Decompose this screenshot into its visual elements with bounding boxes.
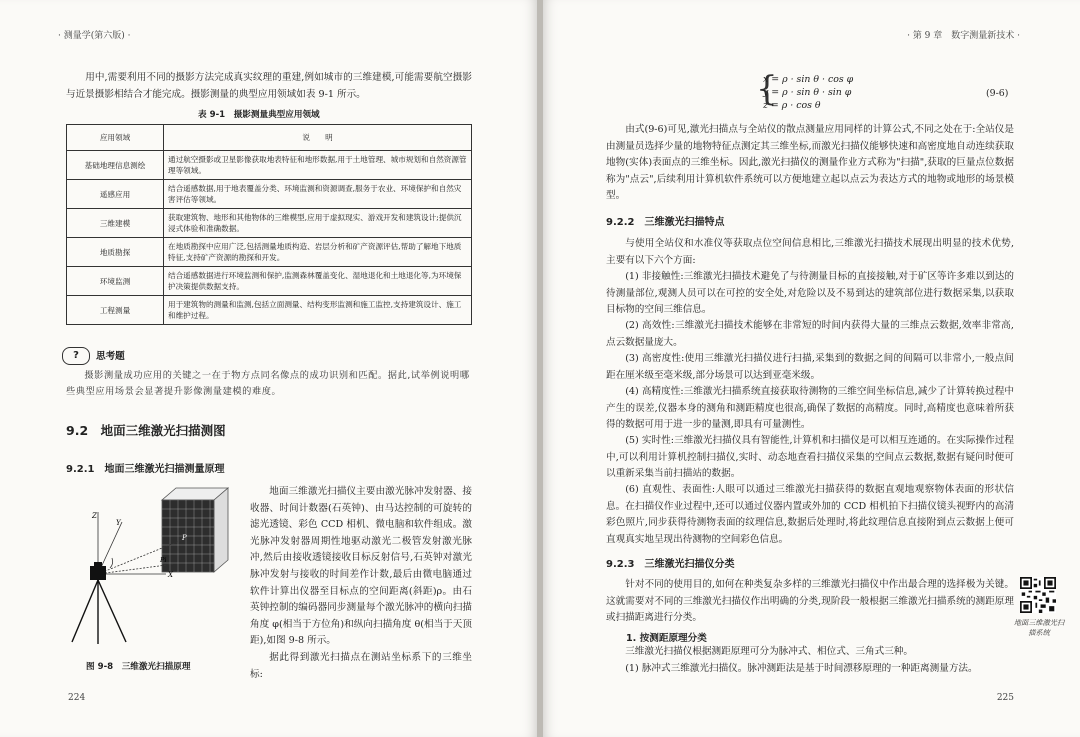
table-row [67,151,472,180]
principle-paragraph: 地面三维激光扫描仪主要由激光脉冲发射器、接收器、时间计数器(石英钟)、由马达控制的可旋转的滤光透镜、彩色 CCD 相机、微电脑和软件组成。激光脉冲发射器周期性地驱动激光二极管发射激光脉冲,然后由接收透镜接收目标反射信号,石英钟对激光脉冲发射与接收的时间差作计数,最后由微电脑通过软件计算出仪器至目标点的空间距离(斜距)ρ。由石英钟控制的编码器同步测量每个激光脉冲的横向扫描角度 φ(相当于方位角)和纵向扫描角度 θ(相当于天顶距),如图 9-8 所示。 [250,486,472,647]
target-box [162,488,228,572]
table-header-desc: 说 明 [164,125,472,151]
equation-brace: { [756,69,778,109]
axis-label-y: Y [116,519,121,527]
table-row [67,209,472,238]
running-header-right: · 第 9 章 数字测量新技术 · [907,31,1020,41]
feature-item-4: (4) 高精度性:三维激光扫描系统直接获取待测物的三维空间坐标信息,减少了计算转换过程中产生的误差,仪器本身的测角和测距精度也很高,确保了数据的高精度。同时,高精度也意味着所获得的数据可用于进一步的量测,即具有可量测性。 [606,386,1014,431]
equation-line-z: z = ρ · cos θ [763,99,821,111]
subsection-title: 9.2.1 地面三维激光扫描测量原理 [66,464,225,475]
figure-caption: 图 9-8 三维激光扫描原理 [86,662,191,672]
table-row [67,267,472,296]
laser-scan-figure [64,482,250,658]
point-label-p: P [182,534,187,542]
table-cell-field: 环境监测 [67,267,164,296]
ranging-principle-heading: 1. 按测距原理分类 [626,633,707,644]
coordinate-lead-paragraph: 据此得到激光扫描点在测站坐标系下的三维坐标: [250,652,472,680]
table-cell-desc: 获取建筑物、地形和其他物体的三维模型,应用于虚拟现实、游戏开发和建筑设计;提供沉浸式体验和准确数据。 [164,209,472,238]
table-cell-desc: 在地质勘探中应用广泛,包括测量地质构造、岩层分析和矿产资源评估,帮助了解地下地质特征,支持矿产资源的勘探和开发。 [164,238,472,267]
table-row [67,296,472,325]
table-row [67,238,472,267]
section-title: 9.2 地面三维激光扫描测图 [66,423,226,438]
think-heading [62,347,125,365]
ranging-principle-paragraph: 三维激光扫描仪根据测距原理可分为脉冲式、相位式、三角式三种。 [625,646,913,657]
application-table [66,124,472,325]
page-number-right: 225 [996,693,1014,703]
running-header-left: · 测量学(第六版) · [58,31,131,41]
equation-line-x: x = ρ · sin θ · cos φ [763,74,854,85]
table-row [67,180,472,209]
equation-number: (9-6) [986,88,1009,99]
feature-item-1: (1) 非接触性:三维激光扫描技术避免了与待测量目标的直接接触,对于矿区等许多难以到达的待测量部位,观测人员可以在可控的安全处,对危险以及不易到达的建筑部位进行数据采集,以获取目标物的空间三维信息。 [606,271,1014,316]
axis-label-x: X [168,571,173,579]
question-bubble-icon: ? [62,347,90,365]
table-cell-field: 遥感应用 [67,180,164,209]
table-header-field: 应用领域 [67,125,164,151]
point-label-pi: Pi [160,556,167,564]
table-caption: 表 9-1 摄影测量典型应用领域 [198,110,320,120]
table-cell-field: 地质勘探 [67,238,164,267]
qr-code[interactable] [1020,577,1056,613]
table-cell-desc: 通过航空摄影或卫星影像获取地表特征和地形数据,用于土地管理、城市规划和自然资源管理等领域。 [164,151,472,180]
feature-item-5: (5) 实时性:三维激光扫描仪具有智能性,计算机和扫描仪是可以相互连通的。在实际操作过程中,可以利用计算机控制扫描仪,实时、动态地查看扫描仪采集的空间点云数据,数据有疑问时便可以重新采集当前扫描站的数据。 [606,435,1014,480]
table-cell-field: 工程测量 [67,296,164,325]
classification-paragraph: 针对不同的使用目的,如何在种类复杂多样的三维激光扫描仪中作出最合理的选择极为关键。这就需要对不同的三维激光扫描仪作出明确的分类,现阶段一般根据三维激光扫描系统的测距原理或扫描距离进行分类。 [606,579,1014,624]
intro-paragraph: 用中,需要利用不同的摄影方法完成真实纹理的重建,例如城市的三维建模,可能需要航空摄影与近景摄影相结合才能完成。摄影测量的典型应用领域如表 9-1 所示。 [66,72,472,100]
table-cell-field: 基础地理信息测绘 [67,151,164,180]
features-intro-paragraph: 与使用全站仪和水准仪等获取点位空间信息相比,三维激光扫描技术展现出明显的技术优势,主要有以下六个方面: [606,238,1014,266]
equation-line-y: y = ρ · sin θ · sin φ [763,86,852,98]
qr-caption: 地面三维激光扫描系统 [1013,618,1065,637]
pulse-scanner-paragraph: (1) 脉冲式三维激光扫描仪。脉冲测距法是基于时间漂移原理的一种距离测量方法。 [625,663,978,674]
page-number-left: 224 [68,693,86,703]
table-cell-desc: 结合遥感数据进行环境监测和保护,监测森林覆盖变化、湿地退化和土地退化等,为环境保护决策提供数据支持。 [164,267,472,296]
equation-explanation-paragraph: 由式(9-6)可见,激光扫描点与全站仪的散点测量应用同样的计算公式,不同之处在于:全站仪是由测量员选择少量的地物特征点测定其三维坐标,而激光扫描仪能够快速和高密度地自动连续获取地物(实体)表面点的三维坐标。因此,激光扫描仪的测量作业方式称为"扫描",获取的巨量点位数据称为"点云",后续利用计算机软件系统可以方便地建立起以点云为表达方式的地物或地形的场景模型。 [606,124,1014,202]
table-cell-desc: 结合遥感数据,用于地表覆盖分类、环境监测和资源调查,服务于农业、环境保护和自然灾害评估等领域。 [164,180,472,209]
table-cell-field: 三维建模 [67,209,164,238]
axis-label-z: Z [92,512,97,520]
think-body: 摄影测量成功应用的关键之一在于物方点同名像点的成功识别和匹配。据此,试举例说明哪些典型应用场景会显著提升影像测量建模的难度。 [66,370,470,397]
feature-item-2: (2) 高效性:三维激光扫描技术能够在非常短的时间内获得大量的三维点云数据,效率非常高,点云数据量庞大。 [606,320,1014,348]
table-cell-desc: 用于建筑物的测量和监测,包括立面测量、结构变形监测和施工监控,支持建筑设计、施工和维护过程。 [164,296,472,325]
think-title: 思考题 [96,351,125,362]
left-page [0,0,537,737]
feature-item-6: (6) 直观性、表面性:人眼可以通过三维激光扫描获得的数据直观地观察物体表面的形状信息。在扫描仪作业过程中,还可以通过仪器内置或外加的 CCD 相机拍下扫描仪镜头视野内的高清彩色照片,同步获得待测物表面的纹理信息,数据后处理时,将此纹理信息直接附到点云数据上便可直观真实地呈现出待测物的空间彩色信息。 [606,484,1014,545]
section-923-title: 9.2.3 三维激光扫描仪分类 [606,559,735,570]
section-922-title: 9.2.2 三维激光扫描特点 [606,217,725,228]
feature-item-3: (3) 高密度性:使用三维激光扫描仪进行扫描,采集到的数据之间的间隔可以非常小,一般点间距在厘米级至毫米级,部分场景可以达到亚毫米级。 [606,353,1014,381]
equation-block [763,74,853,112]
